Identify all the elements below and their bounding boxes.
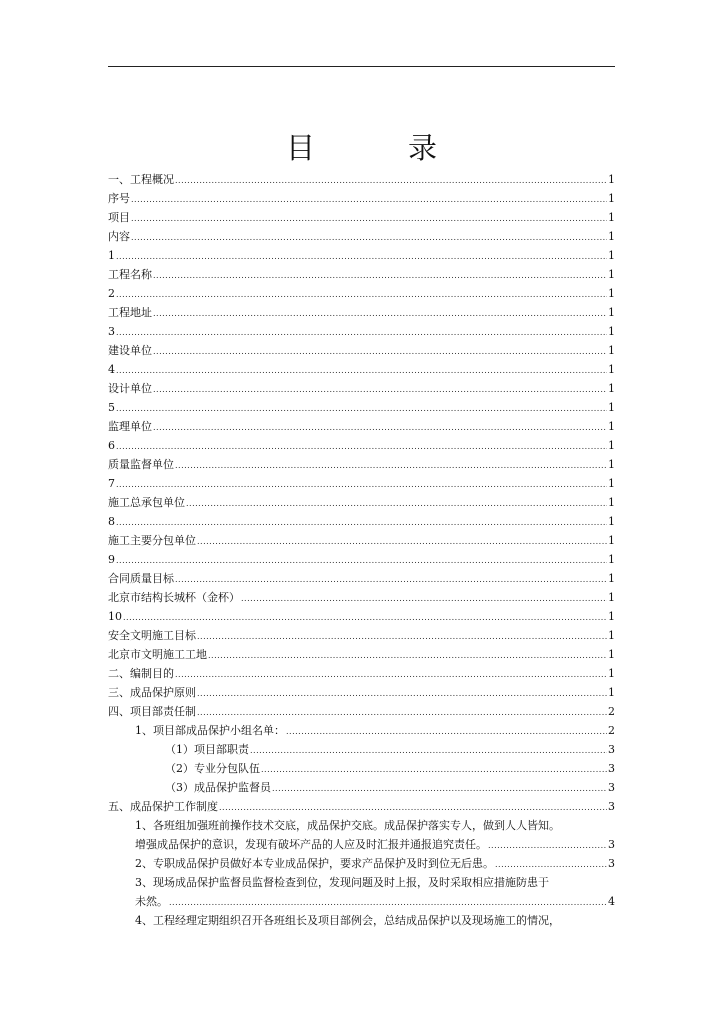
toc-entry-page: 1	[608, 325, 615, 338]
toc-entry-page: 1	[608, 591, 615, 604]
toc-entry-label: 北京市文明施工工地	[108, 648, 207, 661]
toc-entry-page: 1	[608, 496, 615, 509]
toc-entry-page: 2	[608, 705, 615, 718]
dot-leader	[250, 741, 607, 760]
toc-entry[interactable]	[108, 303, 615, 322]
toc-entry-label: 监理单位	[108, 420, 152, 433]
toc-entry[interactable]	[108, 436, 615, 455]
toc-entry-label: 内容	[108, 230, 130, 243]
toc-entry[interactable]	[108, 607, 615, 626]
toc-entry-label: 安全文明施工目标	[108, 629, 196, 642]
toc-entry[interactable]	[108, 284, 615, 303]
toc-entry-label: 四、项目部责任制	[108, 705, 196, 718]
dot-leader	[169, 893, 607, 912]
dot-leader	[116, 475, 607, 494]
dot-leader	[123, 608, 607, 627]
toc-entry-page: 1	[608, 610, 615, 623]
toc-entry[interactable]	[108, 246, 615, 265]
toc-entry-page: 3	[608, 800, 615, 813]
toc-entry-page: 1	[608, 629, 615, 642]
toc-entry-label: 北京市结构长城杯（金杯）	[108, 591, 240, 604]
toc-entry-page: 1	[608, 306, 615, 319]
toc-entry-label: （3）成品保护监督员	[165, 781, 271, 794]
toc-entry-page: 1	[608, 667, 615, 680]
toc-entry-label: 工程名称	[108, 268, 152, 281]
dot-leader	[116, 247, 607, 266]
toc-entry[interactable]	[108, 759, 615, 778]
toc-entry-page: 1	[608, 534, 615, 547]
toc-entry-page: 1	[608, 458, 615, 471]
dot-leader	[197, 532, 607, 551]
dot-leader	[261, 760, 607, 779]
toc-entry-label: （1）项目部职责	[165, 743, 249, 756]
toc-entry-page: 1	[608, 173, 615, 186]
dot-leader	[197, 684, 607, 703]
toc-entry-label: 4	[108, 363, 115, 376]
toc-entry[interactable]	[108, 455, 615, 474]
toc-entry-page: 2	[608, 724, 615, 737]
dot-leader	[219, 798, 607, 817]
toc-entry-page: 1	[608, 230, 615, 243]
dot-leader	[116, 437, 607, 456]
toc-entry-page: 1	[608, 477, 615, 490]
toc-entry[interactable]	[108, 531, 615, 550]
toc-entry-label: 施工主要分包单位	[108, 534, 196, 547]
toc-entry-label: 质量监督单位	[108, 458, 174, 471]
toc-entry[interactable]	[108, 588, 615, 607]
toc-entry[interactable]	[108, 645, 615, 664]
toc-entry-label: 6	[108, 439, 115, 452]
toc-entry[interactable]	[108, 379, 615, 398]
toc-entry[interactable]	[108, 740, 615, 759]
toc-entry-page: 1	[608, 287, 615, 300]
toc-entry-page: 1	[608, 382, 615, 395]
toc-entry-page: 3	[608, 781, 615, 794]
dot-leader	[208, 646, 607, 665]
dot-leader	[153, 304, 607, 323]
toc-entry-page: 1	[608, 572, 615, 585]
toc-entry-page: 1	[608, 686, 615, 699]
header-rule	[108, 66, 615, 67]
toc-entry[interactable]	[108, 664, 615, 683]
toc-entry-label: 一、工程概况	[108, 173, 174, 186]
toc-entry-label: 1、项目部成品保护小组名单：	[135, 724, 285, 737]
toc-entry-label: 1	[108, 249, 115, 262]
toc-entry-page: 3	[608, 743, 615, 756]
dot-leader	[153, 342, 607, 361]
toc-entry-label: 5	[108, 401, 115, 414]
toc-entry[interactable]	[108, 360, 615, 379]
toc-entry-page: 1	[608, 249, 615, 262]
toc-entry[interactable]	[108, 227, 615, 246]
dot-leader	[153, 418, 607, 437]
toc-entry-label: 8	[108, 515, 115, 528]
dot-leader	[116, 399, 607, 418]
dot-leader	[272, 779, 607, 798]
dot-leader	[116, 323, 607, 342]
toc-entry-page: 1	[608, 401, 615, 414]
dot-leader	[131, 190, 607, 209]
toc-entry[interactable]	[108, 189, 615, 208]
toc-entry[interactable]	[108, 797, 615, 816]
toc-entry[interactable]	[108, 341, 615, 360]
dot-leader	[131, 228, 607, 247]
toc-entry-page: 3	[608, 857, 615, 870]
toc-entry-label: 序号	[108, 192, 130, 205]
toc-entry[interactable]	[108, 493, 615, 512]
toc-entry[interactable]	[108, 835, 615, 854]
toc-entry[interactable]	[108, 322, 615, 341]
toc-entry-page: 1	[608, 420, 615, 433]
toc-entry-page: 1	[608, 268, 615, 281]
toc-entry-page: 1	[608, 192, 615, 205]
toc-entry-label: 设计单位	[108, 382, 152, 395]
dot-leader	[286, 722, 607, 741]
dot-leader	[175, 171, 607, 190]
toc-entry-label: 施工总承包单位	[108, 496, 185, 509]
dot-leader	[186, 494, 607, 513]
toc-entry-label: 二、编制目的	[108, 667, 174, 680]
dot-leader	[488, 836, 607, 855]
dot-leader	[175, 665, 607, 684]
toc-entry-page: 3	[608, 762, 615, 775]
toc-entry[interactable]	[108, 398, 615, 417]
toc-entry-page: 1	[608, 363, 615, 376]
toc-entry-label: 项目	[108, 211, 130, 224]
dot-leader	[116, 513, 607, 532]
toc-entry[interactable]	[108, 721, 615, 740]
toc-entry[interactable]	[108, 208, 615, 227]
toc-entry-label: 合同质量目标	[108, 572, 174, 585]
toc-entry[interactable]	[108, 417, 615, 436]
toc-entry[interactable]	[108, 474, 615, 493]
dot-leader	[241, 589, 607, 608]
dot-leader	[116, 285, 607, 304]
toc-entry-page: 3	[608, 838, 615, 851]
toc-entry-page: 4	[608, 895, 615, 908]
dot-leader	[116, 551, 607, 570]
toc-entry-page: 1	[608, 553, 615, 566]
toc-entry-label: 10	[108, 610, 122, 623]
dot-leader	[153, 266, 607, 285]
toc-entry-page: 1	[608, 439, 615, 452]
toc-entry-text[interactable]: 1、各班组加强班前操作技术交底，成品保护交底。成品保护落实专人，做到人人皆知。	[135, 819, 560, 832]
toc-entry-label: 增强成品保护的意识，发现有破坏产品的人应及时汇报并通报追究责任。	[135, 838, 487, 851]
dot-leader	[116, 361, 607, 380]
toc-entry-label: 9	[108, 553, 115, 566]
toc-entry[interactable]	[108, 702, 615, 721]
toc-entry[interactable]	[108, 550, 615, 569]
toc-entry[interactable]	[108, 683, 615, 702]
toc-entry-text[interactable]: 3、现场成品保护监督员监督检查到位，发现问题及时上报，及时采取相应措施防患于	[135, 876, 549, 889]
toc-entry-label: 工程地址	[108, 306, 152, 319]
toc-entry-label: 建设单位	[108, 344, 152, 357]
toc-entry-label: （2）专业分包队伍	[165, 762, 260, 775]
toc-entry-page: 1	[608, 344, 615, 357]
toc-entry-label: 3	[108, 325, 115, 338]
page-title: 目 录	[285, 131, 469, 165]
toc-entry[interactable]	[108, 854, 615, 873]
toc-entry-label: 7	[108, 477, 115, 490]
dot-leader	[197, 703, 607, 722]
dot-leader	[131, 209, 607, 228]
toc-entry-label: 2	[108, 287, 115, 300]
toc-entry[interactable]	[108, 626, 615, 645]
toc-entry-label: 未然。	[135, 895, 168, 908]
dot-leader	[175, 456, 607, 475]
toc-entry-text[interactable]: 4、工程经理定期组织召开各班组长及项目部例会，总结成品保护以及现场施工的情况，	[135, 914, 560, 927]
toc-entry-page: 1	[608, 648, 615, 661]
toc-entry-page: 1	[608, 211, 615, 224]
toc-entry[interactable]	[108, 265, 615, 284]
toc-entry[interactable]	[108, 170, 615, 189]
toc-entry-label: 五、成品保护工作制度	[108, 800, 218, 813]
dot-leader	[197, 627, 607, 646]
dot-leader	[495, 855, 607, 874]
toc-entry[interactable]	[108, 778, 615, 797]
toc-entry[interactable]	[108, 569, 615, 588]
table-of-contents	[108, 170, 615, 930]
toc-entry-label: 2、专职成品保护员做好本专业成品保护，要求产品保护及时到位无后患。	[135, 857, 494, 870]
toc-entry[interactable]	[108, 892, 615, 911]
toc-entry-page: 1	[608, 515, 615, 528]
dot-leader	[153, 380, 607, 399]
dot-leader	[175, 570, 607, 589]
toc-entry[interactable]	[108, 512, 615, 531]
toc-entry-label: 三、成品保护原则	[108, 686, 196, 699]
